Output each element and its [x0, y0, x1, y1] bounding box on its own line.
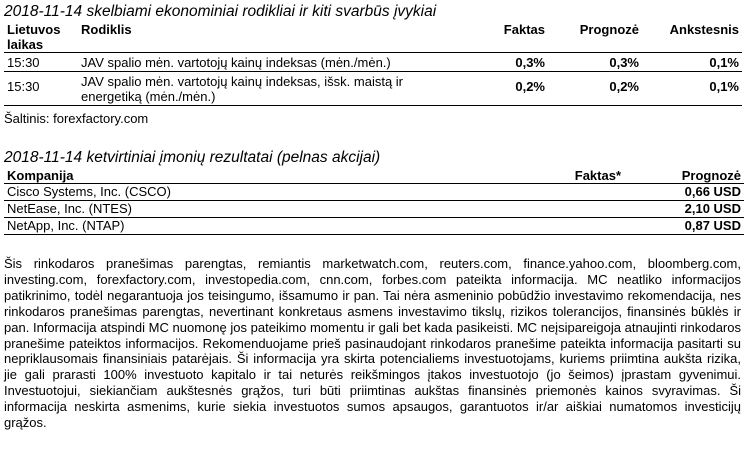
row-actual: 0,3% — [468, 53, 548, 72]
row-actual — [564, 184, 624, 201]
table-row — [4, 53, 742, 72]
header-actual — [564, 168, 624, 184]
row-company: NetApp, Inc. (NTAP) — [4, 218, 564, 235]
row-forecast: 2,10 USD — [624, 201, 744, 218]
header-actual: Faktas — [503, 22, 545, 37]
row-previous: 0,1% — [642, 53, 742, 72]
row-company: Cisco Systems, Inc. (CSCO) — [4, 184, 564, 201]
row-company: NetEase, Inc. (NTES) — [4, 201, 564, 218]
table-header-row — [4, 168, 744, 184]
row-forecast: 0,2% — [548, 72, 642, 106]
economic-indicators-table — [4, 22, 742, 106]
disclaimer-text: Šis rinkodaros pranešimas parengtas, remiantis marketwatch.com, reuters.com, finance.yahoo.com, bloomberg.com, investing.com, forexfactory.com, investopedia.com, cnn.com, forbes.com pateikta informacija. MC neatliko informacijos patikrinimo, todėl negarantuoja jos teisingumo, išsamumo ir pan. Tai nėra asmeninio pobūdžio investavimo rekomendacija, nes rinkodaros pranešimas parengtas, nevertinant konkretaus asmens investavimo tikslų, rizikos tolerancijos, finansinės būklės ir pan. Informacija atspindi MC nuomonę jos pateikimo momentu ir gali bet kada pasikeisti. MC neįsipareigoja atnaujinti rinkodaros pranešime pateiktos informacijos. Rekomenduojame prieš pasinaudojant rinkodaros pranešime pateikta informacija pasitarti su nepriklausomais finansiniais patarėjais. Ši informacija yra skirta potencialiems investuotojams, kuriems priimtina aukšta rizika, jie gali prarasti 100% investuoto kapitalo ir tai neturės reikšmingos įtakos investuotojo (jo šeimos) įprastam gyvenimui. Investuotojui, siekiančiam aukštesnės grąžos, turi būti priimtinas aukštas finansinės priemonės kainos svyravimas. Ši informacija neskirta asmenims, kurie siekia investuotos sumos apsaugos, garantuotos ir/ar aiškiai numatomos investicijų grąžos. — [4, 256, 741, 431]
table-row — [4, 184, 744, 201]
row-time: 15:30 — [4, 72, 78, 106]
row-indicator: JAV spalio mėn. vartotojų kainų indeksas (mėn./mėn.) — [78, 53, 468, 72]
company-results-title: 2018-11-14 ketvirtiniai įmonių rezultatai (pelnas akcijai) — [4, 149, 381, 166]
row-indicator: JAV spalio mėn. vartotojų kainų indeksas, išsk. maistą ir energetiką (mėn./mėn.) — [78, 72, 468, 106]
table-header-row — [4, 22, 742, 53]
company-results-table — [4, 168, 744, 235]
header-time: Lietuvos laikas — [7, 22, 61, 52]
row-forecast: 0,66 USD — [624, 184, 744, 201]
header-forecast: Prognozė — [579, 22, 639, 37]
row-time: 15:30 — [4, 53, 78, 72]
header-company: Kompanija — [4, 168, 564, 184]
economic-indicators-title: 2018-11-14 skelbiami ekonominiai rodikliai ir kiti svarbūs įvykiai — [4, 3, 437, 20]
table-row — [4, 218, 744, 235]
row-actual: 0,2% — [468, 72, 548, 106]
table-row — [4, 72, 742, 106]
row-actual — [564, 201, 624, 218]
table-row — [4, 201, 744, 218]
row-actual — [564, 218, 624, 235]
row-forecast: 0,87 USD — [624, 218, 744, 235]
header-previous: Ankstesnis — [669, 22, 739, 37]
row-forecast: 0,3% — [548, 53, 642, 72]
header-actual-label: Faktas* — [574, 168, 621, 183]
source-note: Šaltinis: forexfactory.com — [4, 111, 149, 126]
header-forecast: Prognozė — [624, 168, 744, 184]
header-indicator: Rodiklis — [81, 22, 132, 37]
row-previous: 0,1% — [642, 72, 742, 106]
